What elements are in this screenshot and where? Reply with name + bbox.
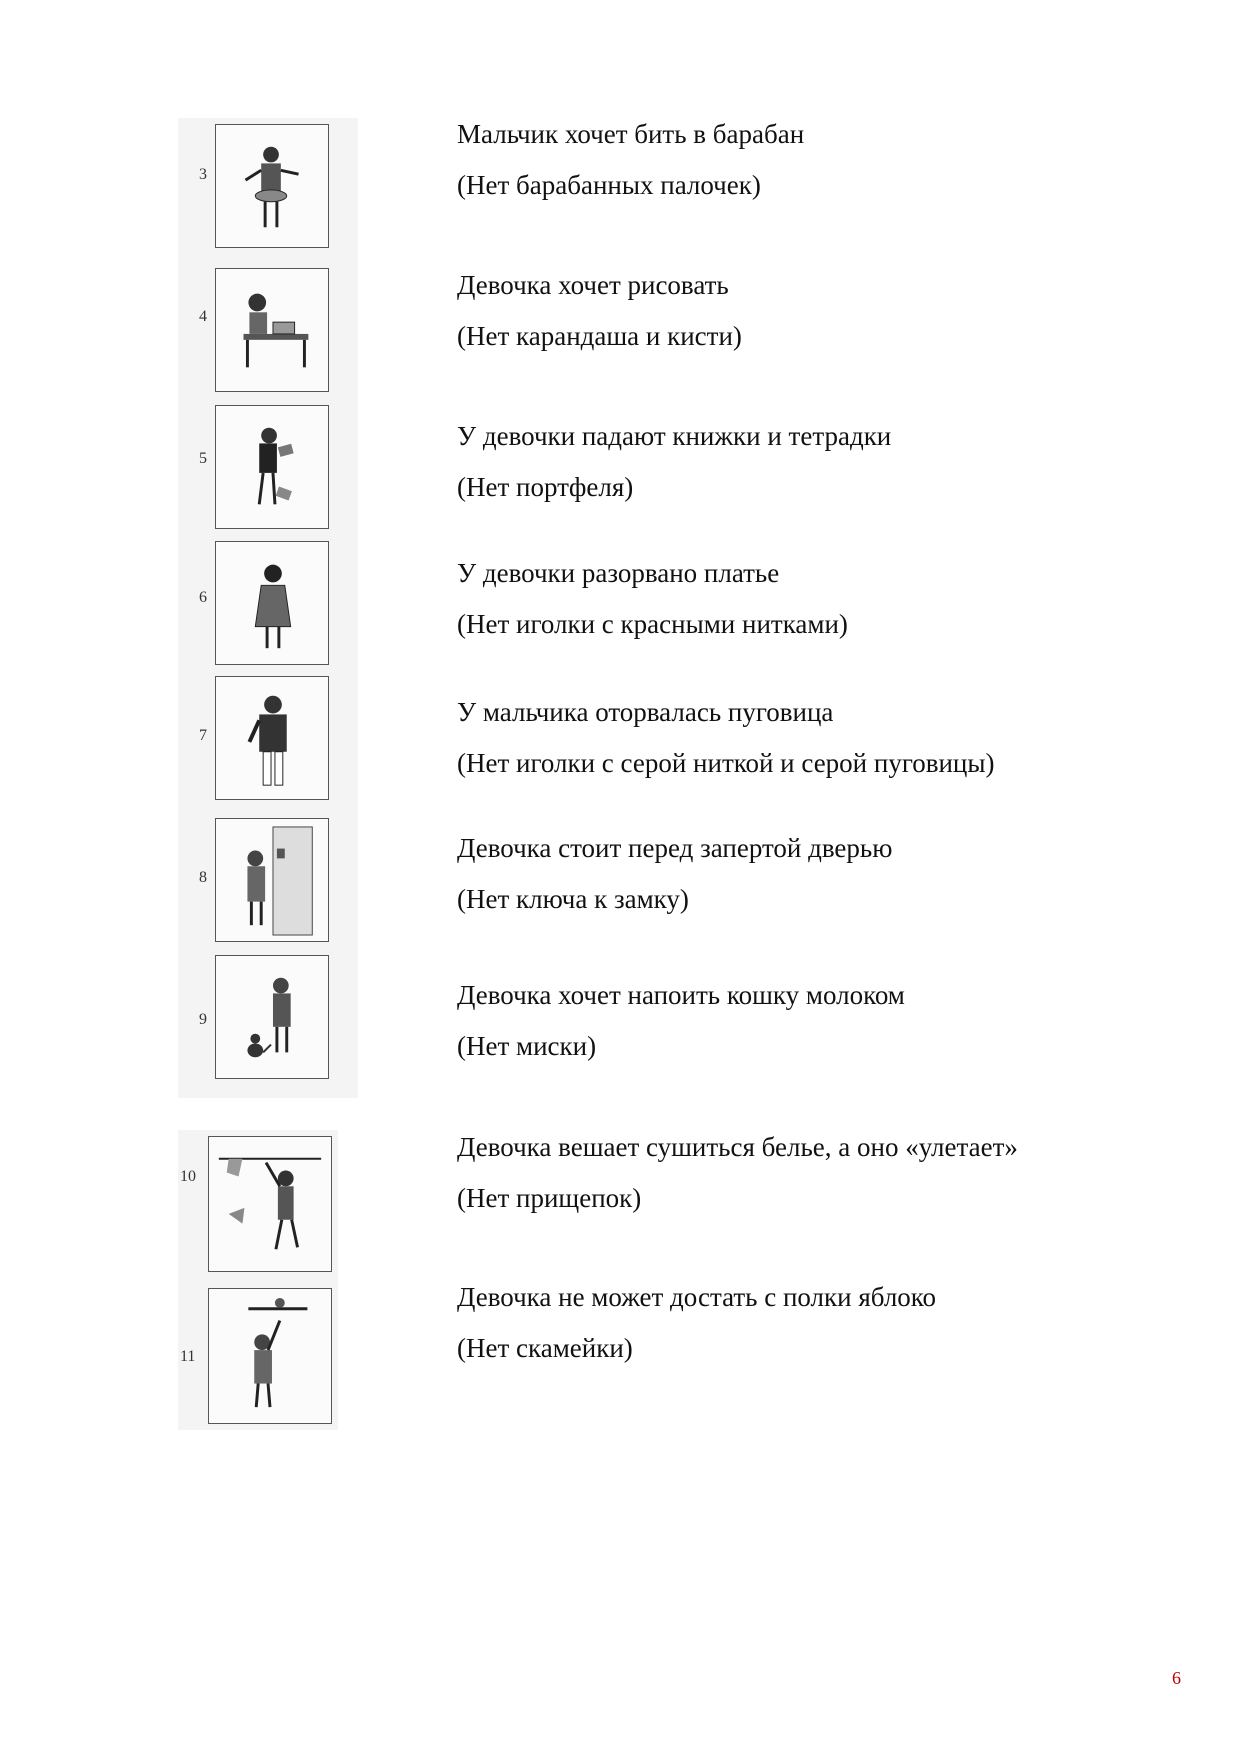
item-answer: (Нет ключа к замку) xyxy=(457,884,689,914)
boy-button-illustration xyxy=(216,677,328,799)
item-number: 11 xyxy=(180,1348,196,1365)
item-title: Девочка хочет рисовать xyxy=(457,270,729,300)
item-number: 8 xyxy=(199,869,207,886)
item-number: 9 xyxy=(199,1011,207,1028)
item-number: 10 xyxy=(180,1168,196,1185)
girl-laundry-illustration xyxy=(209,1137,331,1271)
picture-card xyxy=(208,1136,332,1272)
item-number: 4 xyxy=(199,308,207,325)
picture-card xyxy=(215,268,329,392)
picture-card xyxy=(215,955,329,1079)
item-number: 5 xyxy=(199,450,207,467)
picture-card xyxy=(208,1288,332,1424)
item-answer: (Нет иголки с серой ниткой и серой пуговицы) xyxy=(457,748,995,778)
item-title: Девочка не может достать с полки яблоко xyxy=(457,1282,937,1312)
girl-locked-door-illustration xyxy=(216,819,328,941)
item-title: Девочка хочет напоить кошку молоком xyxy=(457,980,905,1010)
picture-card xyxy=(215,405,329,529)
item-answer: (Нет барабанных палочек) xyxy=(457,170,761,200)
item-number: 7 xyxy=(199,727,207,744)
item-title: У девочки разорвано платье xyxy=(457,558,780,588)
girl-falling-books-illustration xyxy=(216,406,328,528)
page-number: 6 xyxy=(1172,1668,1181,1688)
item-number: 3 xyxy=(199,166,207,183)
item-title: Мальчик хочет бить в барабан xyxy=(457,119,805,149)
item-title: У мальчика оторвалась пуговица xyxy=(457,697,834,727)
girl-cat-milk-illustration xyxy=(216,956,328,1078)
item-number: 6 xyxy=(199,589,207,606)
item-title: Девочка вешает сушиться белье, а оно «улетает» xyxy=(457,1132,1018,1162)
picture-card xyxy=(215,818,329,942)
item-answer: (Нет карандаша и кисти) xyxy=(457,321,742,351)
item-answer: (Нет скамейки) xyxy=(457,1333,633,1363)
girl-torn-dress-illustration xyxy=(216,542,328,664)
picture-card xyxy=(215,676,329,800)
picture-card xyxy=(215,124,329,248)
boy-drum-illustration xyxy=(216,125,328,247)
item-answer: (Нет иголки с красными нитками) xyxy=(457,609,848,639)
item-title: Девочка стоит перед запертой дверью xyxy=(457,833,893,863)
girl-drawing-illustration xyxy=(216,269,328,391)
item-answer: (Нет прищепок) xyxy=(457,1183,642,1213)
item-answer: (Нет миски) xyxy=(457,1031,597,1061)
picture-card xyxy=(215,541,329,665)
item-answer: (Нет портфеля) xyxy=(457,472,634,502)
girl-apple-shelf-illustration xyxy=(209,1289,331,1423)
item-title: У девочки падают книжки и тетрадки xyxy=(457,421,892,451)
